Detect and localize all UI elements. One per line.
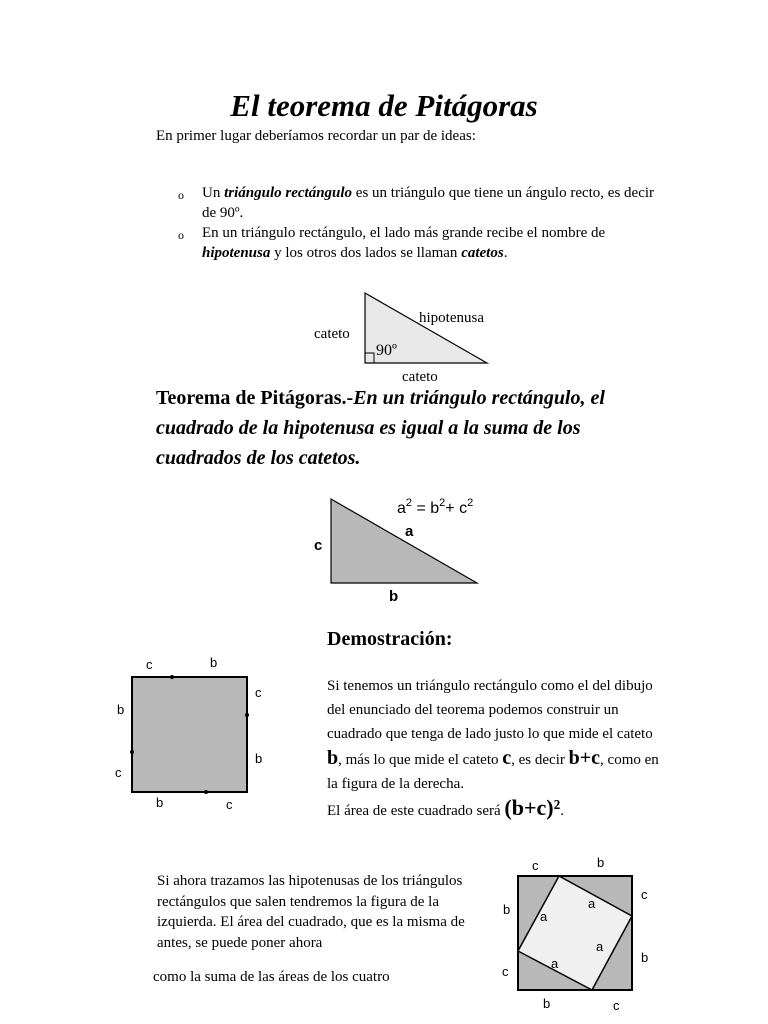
demo-paragraph: Si tenemos un triángulo rectángulo como el del dibujo del enunciado del teorema podemos construir un cuadrado que tenga de lado justo lo que mide el cateto b, más lo que mide el cateto c, es decir b+c, como en la figura de la derecha. El área de este cuadrado será (b+c)². bbox=[327, 678, 659, 820]
bullet-text-pre: Un bbox=[202, 185, 225, 201]
label-right-b: b bbox=[255, 751, 263, 766]
label-angle: 90º bbox=[376, 342, 397, 359]
label-inner-a: a bbox=[540, 909, 548, 924]
bullet-mark: o bbox=[178, 228, 184, 242]
label-top-b: b bbox=[210, 655, 218, 670]
label-inner-a: a bbox=[551, 956, 559, 971]
label-bottom-b: b bbox=[543, 996, 551, 1011]
theorem-statement bbox=[156, 383, 661, 473]
label-bottom-c: c bbox=[613, 998, 620, 1013]
bullet-mark: o bbox=[178, 188, 184, 202]
label-right-c: c bbox=[255, 685, 262, 700]
paragraph-sum-areas: como la suma de las áreas de los cuatro bbox=[153, 969, 390, 985]
label-bottom-c: c bbox=[226, 797, 233, 812]
theorem-text: En un triángulo rectángulo, el cuadrado de la hipotenusa es igual a la suma de los cuadrados de los catetos. bbox=[156, 387, 605, 469]
term-hipotenusa: hipotenusa bbox=[202, 245, 271, 261]
label-top-c: c bbox=[532, 858, 539, 873]
figure-formula-triangle bbox=[305, 485, 505, 610]
label-side-a: a bbox=[405, 523, 414, 540]
figure-inscribed-square bbox=[495, 852, 665, 1022]
square-shape bbox=[132, 677, 247, 792]
intro-text: En primer lugar deberíamos recordar un par de ideas: bbox=[156, 128, 476, 144]
division-dot bbox=[204, 790, 208, 794]
list-item bbox=[178, 223, 668, 263]
formula: $a^2 = b^2+ c^2$ bbox=[397, 497, 474, 517]
paragraph-hypotenuses: Si ahora trazamos las hipotenusas de los triángulos rectángulos que salen tendremos la figura de la izquierda. El área del cuadrado, que es la misma de antes, se puede poner ahora bbox=[157, 873, 465, 951]
label-left-b: b bbox=[503, 902, 511, 917]
label-bottom-b: b bbox=[156, 795, 164, 810]
label-top-c: c bbox=[146, 657, 153, 672]
label-cateto-bottom: cateto bbox=[402, 369, 438, 385]
bullet-text-mid: y los otros dos lados se llaman bbox=[270, 245, 462, 261]
list-item bbox=[178, 183, 668, 223]
bullet-text-post: . bbox=[503, 245, 508, 261]
definitions-list bbox=[178, 183, 668, 263]
label-inner-a: a bbox=[588, 896, 596, 911]
page-title: El teorema de Pitágoras bbox=[230, 88, 538, 123]
label-top-b: b bbox=[597, 855, 605, 870]
division-dot bbox=[170, 675, 174, 679]
label-left-c: c bbox=[115, 765, 122, 780]
theorem-lead: Teorema de Pitágoras.- bbox=[156, 387, 354, 409]
term-triangulo-rectangulo: triángulo rectángulo bbox=[224, 185, 353, 201]
term-catetos: catetos bbox=[461, 245, 504, 261]
label-left-b: b bbox=[117, 702, 125, 717]
figure-right-triangle bbox=[300, 285, 520, 385]
label-hipotenusa: hipotenusa bbox=[419, 310, 484, 326]
label-inner-a: a bbox=[596, 939, 604, 954]
label-cateto-left: cateto bbox=[314, 326, 350, 342]
figure-square-bc bbox=[108, 652, 273, 817]
label-side-b: b bbox=[389, 588, 399, 605]
label-right-b: b bbox=[641, 950, 649, 965]
division-dot bbox=[130, 750, 134, 754]
bullet-text-pre: En un triángulo rectángulo, el lado más grande recibe el nombre de bbox=[202, 225, 606, 241]
label-side-c: c bbox=[314, 537, 323, 554]
demo-heading: Demostración: bbox=[327, 628, 453, 650]
label-left-c: c bbox=[502, 964, 509, 979]
label-right-c: c bbox=[641, 887, 648, 902]
bullet-text-post: es un triángulo que tiene un ángulo recto, es decir de 90º. bbox=[202, 185, 655, 221]
division-dot bbox=[245, 713, 249, 717]
